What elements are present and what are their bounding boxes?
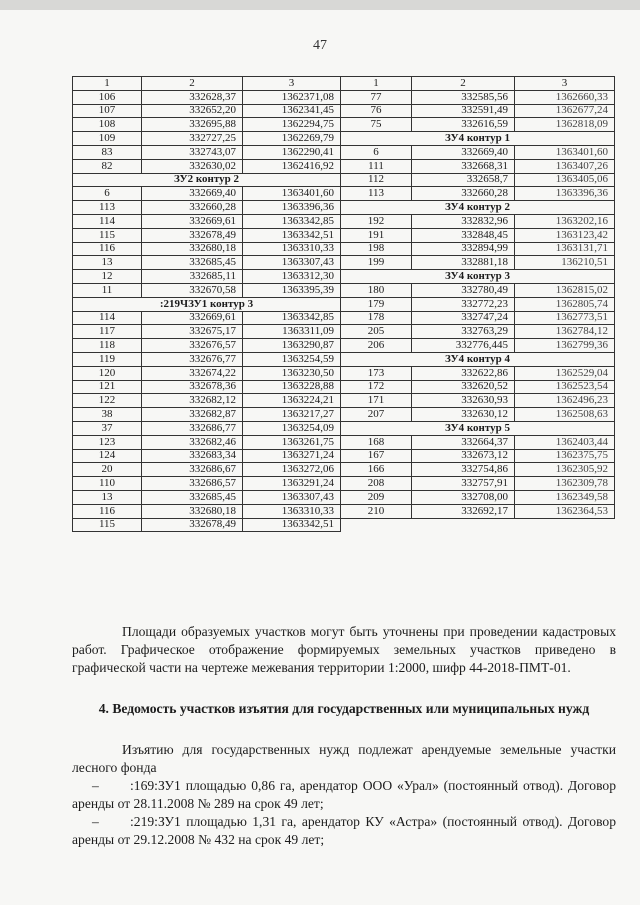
point-number-cell: 75: [341, 118, 412, 132]
x-coordinate-cell: 332695,88: [142, 118, 243, 132]
list-marker: –: [92, 814, 99, 829]
x-coordinate-cell: 332630,02: [142, 159, 243, 173]
table-row: [73, 504, 615, 518]
x-coordinate-cell: 332664,37: [412, 435, 515, 449]
y-coordinate-cell: 1362815,02: [515, 283, 615, 297]
point-number-cell: 191: [341, 228, 412, 242]
point-number-cell: 106: [73, 90, 142, 104]
y-coordinate-cell: 1362660,33: [515, 90, 615, 104]
y-coordinate-cell: 1363407,26: [515, 159, 615, 173]
y-coordinate-cell: 1362496,23: [515, 394, 615, 408]
y-coordinate-cell: 1363307,43: [243, 256, 341, 270]
point-number-cell: 12: [73, 270, 142, 284]
table-row: [73, 311, 615, 325]
list-item: [72, 813, 616, 849]
point-number-cell: 117: [73, 325, 142, 339]
y-coordinate-cell: 1362371,08: [243, 90, 341, 104]
y-coordinate-cell: 1363342,85: [243, 214, 341, 228]
x-coordinate-cell: 332628,37: [142, 90, 243, 104]
y-coordinate-cell: 1363254,59: [243, 352, 341, 366]
x-coordinate-cell: 332660,28: [412, 187, 515, 201]
point-number-cell: 115: [73, 228, 142, 242]
point-number-cell: 13: [73, 490, 142, 504]
x-coordinate-cell: 332763,29: [412, 325, 515, 339]
y-coordinate-cell: 1362523,54: [515, 380, 615, 394]
table-row: [73, 228, 615, 242]
table-row: [73, 242, 615, 256]
column-header: 1: [73, 77, 142, 91]
y-coordinate-cell: 1363291,24: [243, 477, 341, 491]
point-number-cell: 107: [73, 104, 142, 118]
section-title-cell: ЗУ4 контур 3: [341, 270, 615, 284]
x-coordinate-cell: 332754,86: [412, 463, 515, 477]
point-number-cell: 11: [73, 283, 142, 297]
table-row: [73, 283, 615, 297]
point-number-cell: 206: [341, 339, 412, 353]
point-number-cell: 179: [341, 297, 412, 311]
x-coordinate-cell: 332669,40: [142, 187, 243, 201]
point-number-cell: 83: [73, 145, 142, 159]
table-row: [73, 463, 615, 477]
point-number-cell: 209: [341, 490, 412, 504]
x-coordinate-cell: 332780,49: [412, 283, 515, 297]
list-item-text: :169:ЗУ1 площадью 0,86 га, арендатор ООО «Урал» (постоянный отвод). Договор аренды от 28.11.2008 № 289 на срок 49 лет;: [72, 778, 616, 811]
point-number-cell: 167: [341, 449, 412, 463]
x-coordinate-cell: 332682,12: [142, 394, 243, 408]
section-title-cell: ЗУ4 контур 4: [341, 352, 615, 366]
point-number-cell: 199: [341, 256, 412, 270]
x-coordinate-cell: 332678,49: [142, 518, 243, 532]
point-number-cell: 208: [341, 477, 412, 491]
point-number-cell: 168: [341, 435, 412, 449]
y-coordinate-cell: 1362294,75: [243, 118, 341, 132]
point-number-cell: 111: [341, 159, 412, 173]
table-row: [73, 449, 615, 463]
table-row: [73, 118, 615, 132]
point-number-cell: 82: [73, 159, 142, 173]
list-item-text: :219:ЗУ1 площадью 1,31 га, арендатор КУ «Астра» (постоянный отвод). Договор аренды от 29.12.2008 № 432 на срок 49 лет;: [72, 814, 616, 847]
table-header-row: [73, 77, 615, 91]
y-coordinate-cell: 1362290,41: [243, 145, 341, 159]
point-number-cell: 205: [341, 325, 412, 339]
table-row: [73, 421, 615, 435]
point-number-cell: 110: [73, 477, 142, 491]
y-coordinate-cell: 1363396,36: [515, 187, 615, 201]
x-coordinate-cell: 332686,57: [142, 477, 243, 491]
y-coordinate-cell: 1362818,09: [515, 118, 615, 132]
point-number-cell: 171: [341, 394, 412, 408]
y-coordinate-cell: 1363217,27: [243, 408, 341, 422]
x-coordinate-cell: 332673,12: [412, 449, 515, 463]
x-coordinate-cell: 332658,7: [412, 173, 515, 187]
area-clarification-paragraph: Площади образуемых участков могут быть уточнены при проведении кадастровых работ. Графическое отображение формируемых земельных участков приведено в графической части на чертеже межевания территории 1:2000, шифр 44-2018-ПМТ-01.: [72, 624, 616, 675]
table-row: [73, 90, 615, 104]
section-heading: 4. Ведомость участков изъятия для государственных или муниципальных нужд: [98, 701, 590, 716]
y-coordinate-cell: 1362773,51: [515, 311, 615, 325]
table-row: [73, 132, 615, 146]
empty-cell: [341, 518, 615, 532]
x-coordinate-cell: 332674,22: [142, 366, 243, 380]
x-coordinate-cell: 332692,17: [412, 504, 515, 518]
y-coordinate-cell: 1363401,60: [515, 145, 615, 159]
table-row: [73, 214, 615, 228]
x-coordinate-cell: 332678,36: [142, 380, 243, 394]
point-number-cell: 119: [73, 352, 142, 366]
coordinates-table: [72, 76, 615, 532]
y-coordinate-cell: 1363395,39: [243, 283, 341, 297]
point-number-cell: 116: [73, 504, 142, 518]
x-coordinate-cell: 332685,45: [142, 256, 243, 270]
section-title-cell: :219ЧЗУ1 контур 3: [73, 297, 341, 311]
y-coordinate-cell: 1363230,50: [243, 366, 341, 380]
point-number-cell: 77: [341, 90, 412, 104]
y-coordinate-cell: 1362375,75: [515, 449, 615, 463]
y-coordinate-cell: 1362309,78: [515, 477, 615, 491]
section-title-cell: ЗУ4 контур 2: [341, 201, 615, 215]
x-coordinate-cell: 332727,25: [142, 132, 243, 146]
section-title-cell: ЗУ4 контур 5: [341, 421, 615, 435]
column-header: 1: [341, 77, 412, 91]
point-number-cell: 115: [73, 518, 142, 532]
x-coordinate-cell: 332894,99: [412, 242, 515, 256]
list-marker: –: [92, 778, 99, 793]
column-header: 2: [412, 77, 515, 91]
x-coordinate-cell: 332675,17: [142, 325, 243, 339]
point-number-cell: 6: [73, 187, 142, 201]
point-number-cell: 166: [341, 463, 412, 477]
table-row: [73, 187, 615, 201]
y-coordinate-cell: 1363272,06: [243, 463, 341, 477]
point-number-cell: 173: [341, 366, 412, 380]
table-row: [73, 173, 615, 187]
column-header: 3: [243, 77, 341, 91]
x-coordinate-cell: 332772,23: [412, 297, 515, 311]
x-coordinate-cell: 332668,31: [412, 159, 515, 173]
point-number-cell: 180: [341, 283, 412, 297]
table-row: [73, 408, 615, 422]
table-row: [73, 297, 615, 311]
x-coordinate-cell: 332682,46: [142, 435, 243, 449]
y-coordinate-cell: 1362341,45: [243, 104, 341, 118]
x-coordinate-cell: 332630,93: [412, 394, 515, 408]
x-coordinate-cell: 332743,07: [142, 145, 243, 159]
y-coordinate-cell: 1363224,21: [243, 394, 341, 408]
seizure-intro-paragraph: Изъятию для государственных нужд подлежат арендуемые земельные участки лесного фонда: [72, 742, 616, 775]
y-coordinate-cell: 1363401,60: [243, 187, 341, 201]
point-number-cell: 38: [73, 408, 142, 422]
y-coordinate-cell: 1362269,79: [243, 132, 341, 146]
section-title-cell: ЗУ2 контур 2: [73, 173, 341, 187]
point-number-cell: 178: [341, 311, 412, 325]
page-top-edge: [0, 0, 640, 10]
point-number-cell: 108: [73, 118, 142, 132]
y-coordinate-cell: 1362677,24: [515, 104, 615, 118]
x-coordinate-cell: 332678,49: [142, 228, 243, 242]
x-coordinate-cell: 332881,18: [412, 256, 515, 270]
x-coordinate-cell: 332591,49: [412, 104, 515, 118]
point-number-cell: 37: [73, 421, 142, 435]
x-coordinate-cell: 332622,86: [412, 366, 515, 380]
point-number-cell: 112: [341, 173, 412, 187]
table-row: [73, 201, 615, 215]
y-coordinate-cell: 1363342,51: [243, 518, 341, 532]
table-row: [73, 435, 615, 449]
table-row: [73, 270, 615, 284]
table-row: [73, 518, 615, 532]
x-coordinate-cell: 332685,45: [142, 490, 243, 504]
y-coordinate-cell: 1362364,53: [515, 504, 615, 518]
point-number-cell: 116: [73, 242, 142, 256]
y-coordinate-cell: 1363342,51: [243, 228, 341, 242]
y-coordinate-cell: 1363396,36: [243, 201, 341, 215]
point-number-cell: 210: [341, 504, 412, 518]
x-coordinate-cell: 332747,24: [412, 311, 515, 325]
y-coordinate-cell: 1363290,87: [243, 339, 341, 353]
point-number-cell: 118: [73, 339, 142, 353]
point-number-cell: 198: [341, 242, 412, 256]
point-number-cell: 114: [73, 214, 142, 228]
x-coordinate-cell: 332616,59: [412, 118, 515, 132]
x-coordinate-cell: 332620,52: [412, 380, 515, 394]
x-coordinate-cell: 332676,57: [142, 339, 243, 353]
y-coordinate-cell: 1362529,04: [515, 366, 615, 380]
x-coordinate-cell: 332669,40: [412, 145, 515, 159]
table-row: [73, 325, 615, 339]
y-coordinate-cell: 1363307,43: [243, 490, 341, 504]
y-coordinate-cell: 1363342,85: [243, 311, 341, 325]
x-coordinate-cell: 332652,20: [142, 104, 243, 118]
x-coordinate-cell: 332757,91: [412, 477, 515, 491]
y-coordinate-cell: 1362799,36: [515, 339, 615, 353]
y-coordinate-cell: 1363228,88: [243, 380, 341, 394]
table-row: [73, 145, 615, 159]
x-coordinate-cell: 332680,18: [142, 504, 243, 518]
point-number-cell: 120: [73, 366, 142, 380]
x-coordinate-cell: 332676,77: [142, 352, 243, 366]
y-coordinate-cell: 1362349,58: [515, 490, 615, 504]
point-number-cell: 13: [73, 256, 142, 270]
x-coordinate-cell: 332680,18: [142, 242, 243, 256]
x-coordinate-cell: 332682,87: [142, 408, 243, 422]
x-coordinate-cell: 332832,96: [412, 214, 515, 228]
x-coordinate-cell: 332685,11: [142, 270, 243, 284]
y-coordinate-cell: 1363261,75: [243, 435, 341, 449]
y-coordinate-cell: 1362403,44: [515, 435, 615, 449]
point-number-cell: 113: [73, 201, 142, 215]
table-row: [73, 339, 615, 353]
point-number-cell: 207: [341, 408, 412, 422]
point-number-cell: 121: [73, 380, 142, 394]
page-number: 47: [313, 38, 327, 53]
point-number-cell: 20: [73, 463, 142, 477]
x-coordinate-cell: 332848,45: [412, 228, 515, 242]
y-coordinate-cell: 1363202,16: [515, 214, 615, 228]
point-number-cell: 172: [341, 380, 412, 394]
x-coordinate-cell: 332683,34: [142, 449, 243, 463]
point-number-cell: 122: [73, 394, 142, 408]
x-coordinate-cell: 332686,67: [142, 463, 243, 477]
y-coordinate-cell: 1363311,09: [243, 325, 341, 339]
table-row: [73, 104, 615, 118]
x-coordinate-cell: 332669,61: [142, 214, 243, 228]
y-coordinate-cell: 1363271,24: [243, 449, 341, 463]
point-number-cell: 123: [73, 435, 142, 449]
x-coordinate-cell: 332660,28: [142, 201, 243, 215]
x-coordinate-cell: 332630,12: [412, 408, 515, 422]
y-coordinate-cell: 1363310,33: [243, 242, 341, 256]
table-row: [73, 256, 615, 270]
table-row: [73, 477, 615, 491]
table-row: [73, 490, 615, 504]
y-coordinate-cell: 1363131,71: [515, 242, 615, 256]
table-row: [73, 159, 615, 173]
y-coordinate-cell: 1363254,09: [243, 421, 341, 435]
point-number-cell: 6: [341, 145, 412, 159]
table-row: [73, 394, 615, 408]
point-number-cell: 124: [73, 449, 142, 463]
y-coordinate-cell: 1363123,42: [515, 228, 615, 242]
point-number-cell: 192: [341, 214, 412, 228]
table-row: [73, 366, 615, 380]
x-coordinate-cell: 332776,445: [412, 339, 515, 353]
x-coordinate-cell: 332686,77: [142, 421, 243, 435]
y-coordinate-cell: 1362508,63: [515, 408, 615, 422]
point-number-cell: 76: [341, 104, 412, 118]
y-coordinate-cell: 1362805,74: [515, 297, 615, 311]
x-coordinate-cell: 332670,58: [142, 283, 243, 297]
x-coordinate-cell: 332669,61: [142, 311, 243, 325]
table-row: [73, 380, 615, 394]
y-coordinate-cell: 136210,51: [515, 256, 615, 270]
column-header: 3: [515, 77, 615, 91]
y-coordinate-cell: 1363405,06: [515, 173, 615, 187]
y-coordinate-cell: 1362305,92: [515, 463, 615, 477]
list-item: [72, 777, 616, 813]
y-coordinate-cell: 1363310,33: [243, 504, 341, 518]
x-coordinate-cell: 332585,56: [412, 90, 515, 104]
y-coordinate-cell: 1362416,92: [243, 159, 341, 173]
y-coordinate-cell: 1362784,12: [515, 325, 615, 339]
section-title-cell: ЗУ4 контур 1: [341, 132, 615, 146]
point-number-cell: 109: [73, 132, 142, 146]
point-number-cell: 114: [73, 311, 142, 325]
y-coordinate-cell: 1363312,30: [243, 270, 341, 284]
column-header: 2: [142, 77, 243, 91]
table-row: [73, 352, 615, 366]
point-number-cell: 113: [341, 187, 412, 201]
x-coordinate-cell: 332708,00: [412, 490, 515, 504]
